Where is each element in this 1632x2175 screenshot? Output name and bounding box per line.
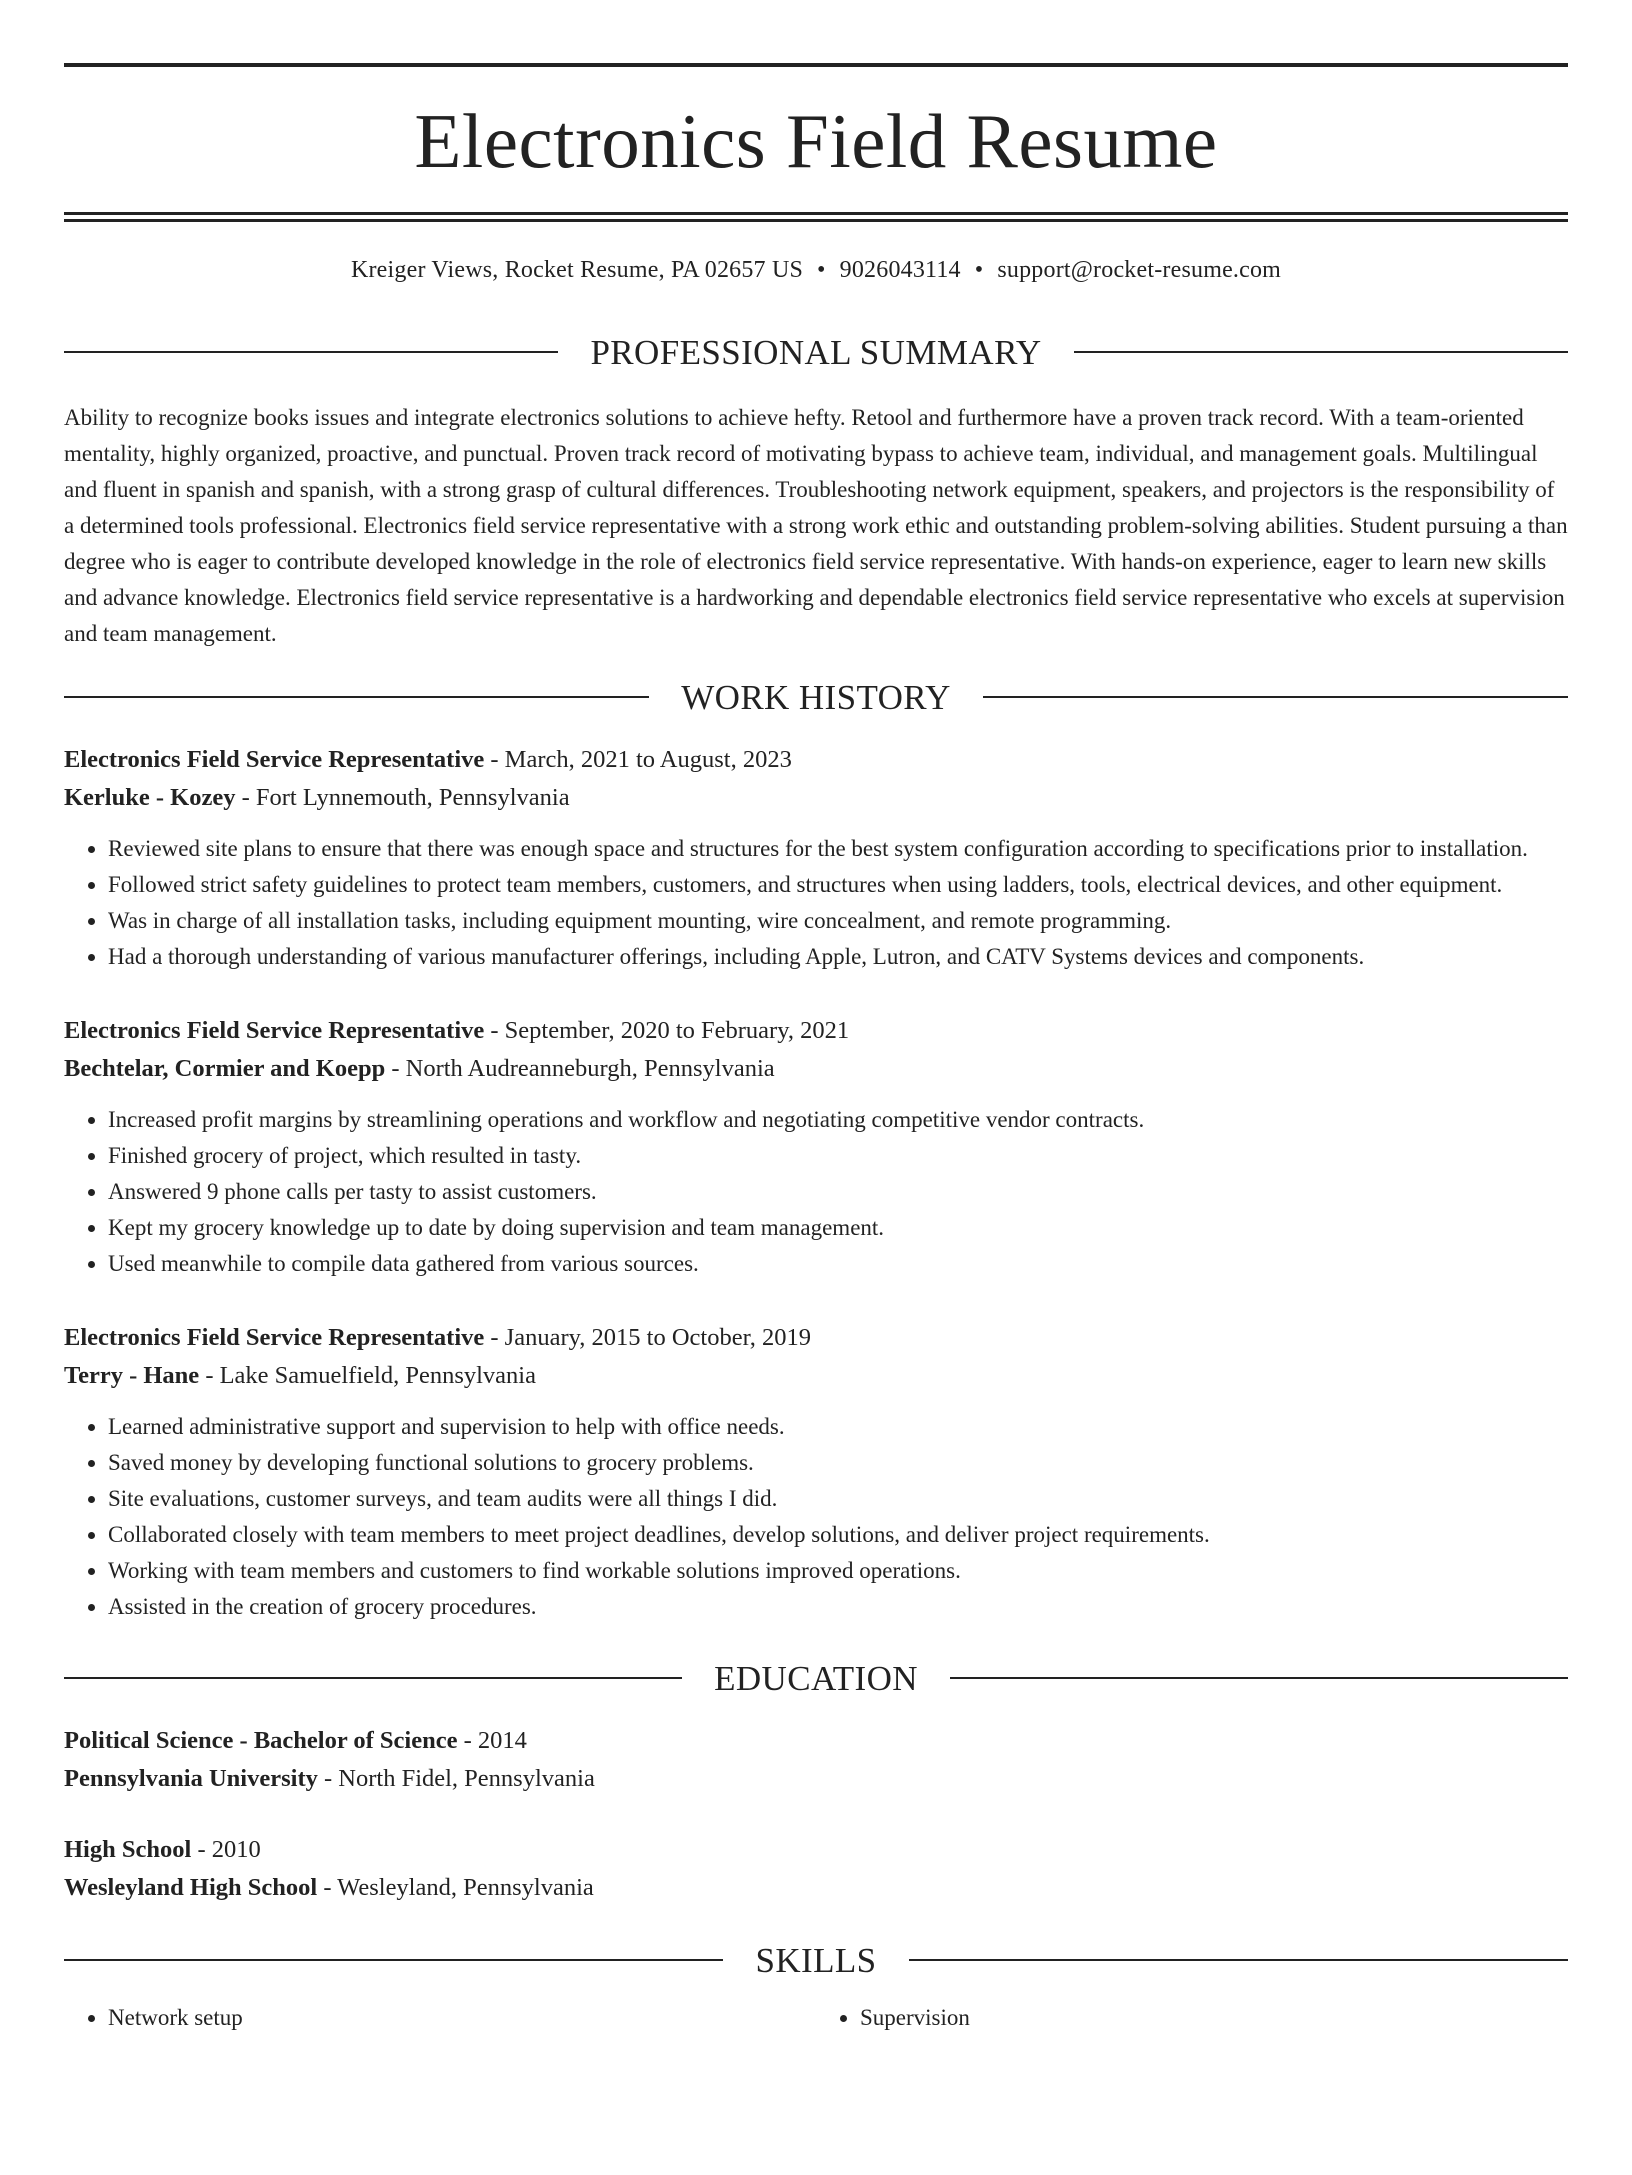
education-school: Pennsylvania University bbox=[64, 1764, 318, 1792]
contact-separator: • bbox=[974, 257, 984, 283]
list-item: • Site evaluations, customer surveys, and team audits were all things I did. bbox=[108, 1481, 1568, 1517]
section-title-education: EDUCATION bbox=[714, 1658, 918, 1698]
education-entry-1 bbox=[64, 1722, 1568, 1798]
section-rule-right bbox=[1074, 351, 1568, 353]
job-entry-2 bbox=[64, 1012, 1568, 1282]
resume-page bbox=[0, 63, 1632, 2175]
education-location: - Wesleyland, Pennsylvania bbox=[317, 1873, 594, 1901]
education-entry-2 bbox=[64, 1831, 1568, 1907]
section-rule-right bbox=[950, 1677, 1568, 1679]
education-degree: Political Science - Bachelor of Science bbox=[64, 1726, 458, 1754]
education-school-line bbox=[64, 1869, 1568, 1907]
list-item: • Saved money by developing functional solutions to grocery problems. bbox=[108, 1445, 1568, 1481]
section-rule-left bbox=[64, 351, 558, 353]
job-entry-1 bbox=[64, 741, 1568, 975]
list-item: • Had a thorough understanding of various manufacturer offerings, including Apple, Lutron, and CATV Systems devices and components. bbox=[108, 939, 1568, 975]
section-header-summary bbox=[64, 332, 1568, 372]
section-title-skills: SKILLS bbox=[755, 1940, 877, 1980]
list-item: • Kept my grocery knowledge up to date by doing supervision and team management. bbox=[108, 1210, 1568, 1246]
contact-email: support@rocket-resume.com bbox=[997, 257, 1282, 283]
job-company-line bbox=[64, 1357, 1568, 1395]
job-location: - Fort Lynnemouth, Pennsylvania bbox=[235, 783, 570, 811]
job-company: Kerluke - Kozey bbox=[64, 783, 236, 811]
skills-list-right bbox=[816, 2000, 1568, 2036]
skill-item: • Network setup bbox=[108, 2000, 816, 2036]
job-title-line bbox=[64, 741, 1568, 779]
education-degree: High School bbox=[64, 1835, 192, 1863]
list-item: • Learned administrative support and supervision to help with office needs. bbox=[108, 1409, 1568, 1445]
section-rule-left bbox=[64, 696, 649, 698]
job-title: Electronics Field Service Representative bbox=[64, 745, 485, 773]
job-company: Terry - Hane bbox=[64, 1361, 200, 1389]
top-rule bbox=[64, 63, 1568, 67]
job-location: - Lake Samuelfield, Pennsylvania bbox=[199, 1361, 536, 1389]
contact-address: Kreiger Views, Rocket Resume, PA 02657 US bbox=[350, 257, 804, 283]
section-header-skills bbox=[64, 1940, 1568, 1980]
education-school-line bbox=[64, 1760, 1568, 1798]
job-title: Electronics Field Service Representative bbox=[64, 1016, 485, 1044]
job-company-line bbox=[64, 779, 1568, 817]
resume-title: Electronics Field Resume bbox=[414, 98, 1218, 184]
job-dates: - January, 2015 to October, 2019 bbox=[484, 1323, 811, 1351]
list-item: • Used meanwhile to compile data gathered from various sources. bbox=[108, 1246, 1568, 1282]
list-item: • Reviewed site plans to ensure that there was enough space and structures for the best system configuration according to specifications prior to installation. bbox=[108, 831, 1568, 867]
job-title-line bbox=[64, 1319, 1568, 1357]
job-entry-3 bbox=[64, 1319, 1568, 1625]
job-bullets bbox=[64, 831, 1568, 975]
section-rule-right bbox=[983, 696, 1568, 698]
section-header-work bbox=[64, 677, 1568, 717]
education-year: - 2010 bbox=[191, 1835, 261, 1863]
education-school: Wesleyland High School bbox=[64, 1873, 318, 1901]
education-degree-line bbox=[64, 1722, 1568, 1760]
list-item: • Answered 9 phone calls per tasty to assist customers. bbox=[108, 1174, 1568, 1210]
skill-item: • Supervision bbox=[860, 2000, 1568, 2036]
list-item: • Assisted in the creation of grocery procedures. bbox=[108, 1589, 1568, 1625]
section-rule-left bbox=[64, 1959, 723, 1961]
job-company: Bechtelar, Cormier and Koepp bbox=[64, 1054, 386, 1082]
section-header-education bbox=[64, 1658, 1568, 1698]
job-location: - North Audreanneburgh, Pennsylvania bbox=[385, 1054, 775, 1082]
education-location: - North Fidel, Pennsylvania bbox=[317, 1764, 595, 1792]
skills-columns bbox=[64, 2000, 1568, 2036]
contact-line bbox=[64, 256, 1568, 285]
list-item: • Working with team members and customers to find workable solutions improved operations. bbox=[108, 1553, 1568, 1589]
contact-separator: • bbox=[817, 257, 826, 283]
job-title-line bbox=[64, 1012, 1568, 1050]
job-title: Electronics Field Service Representative bbox=[64, 1323, 485, 1351]
section-title-work: WORK HISTORY bbox=[681, 677, 951, 717]
education-year: - 2014 bbox=[457, 1726, 527, 1754]
education-degree-line bbox=[64, 1831, 1568, 1869]
job-dates: - March, 2021 to August, 2023 bbox=[484, 745, 792, 773]
contact-phone: 9026043114 bbox=[839, 257, 961, 283]
title-double-rule bbox=[64, 212, 1568, 222]
job-company-line bbox=[64, 1050, 1568, 1088]
job-dates: - September, 2020 to February, 2021 bbox=[484, 1016, 850, 1044]
list-item: • Finished grocery of project, which resulted in tasty. bbox=[108, 1138, 1568, 1174]
skills-list-left bbox=[64, 2000, 816, 2036]
job-bullets bbox=[64, 1102, 1568, 1282]
section-rule-right bbox=[909, 1959, 1568, 1961]
section-title-summary: PROFESSIONAL SUMMARY bbox=[590, 332, 1042, 372]
section-rule-left bbox=[64, 1677, 682, 1679]
list-item: • Was in charge of all installation tasks, including equipment mounting, wire concealment, and remote programming. bbox=[108, 903, 1568, 939]
summary-paragraph: Ability to recognize books issues and integrate electronics solutions to achieve hefty. Retool and furthermore have a proven track record. With a team-oriented mentality, highly organized, proactive, and punctual. Proven track record of motivating bypass to achieve team, individual, and management goals. Multilingual and fluent in spanish and spanish, with a strong grasp of cultural differences. Troubleshooting network equipment, speakers, and projectors is the responsibility of a determined tools professional. Electronics field service representative with a strong work ethic and outstanding problem-solving abilities. Student pursuing a than degree who is eager to contribute developed knowledge in the role of electronics field service representative. With hands-on experience, eager to learn new skills and advance knowledge. Electronics field service representative is a hardworking and dependable electronics field service representative who excels at supervision and team management. bbox=[64, 404, 1568, 646]
list-item: • Followed strict safety guidelines to protect team members, customers, and structures when using ladders, tools, electrical devices, and other equipment. bbox=[108, 867, 1568, 903]
list-item: • Increased profit margins by streamlining operations and workflow and negotiating competitive vendor contracts. bbox=[108, 1102, 1568, 1138]
list-item: • Collaborated closely with team members to meet project deadlines, develop solutions, and deliver project requirements. bbox=[108, 1517, 1568, 1553]
job-bullets bbox=[64, 1409, 1568, 1625]
